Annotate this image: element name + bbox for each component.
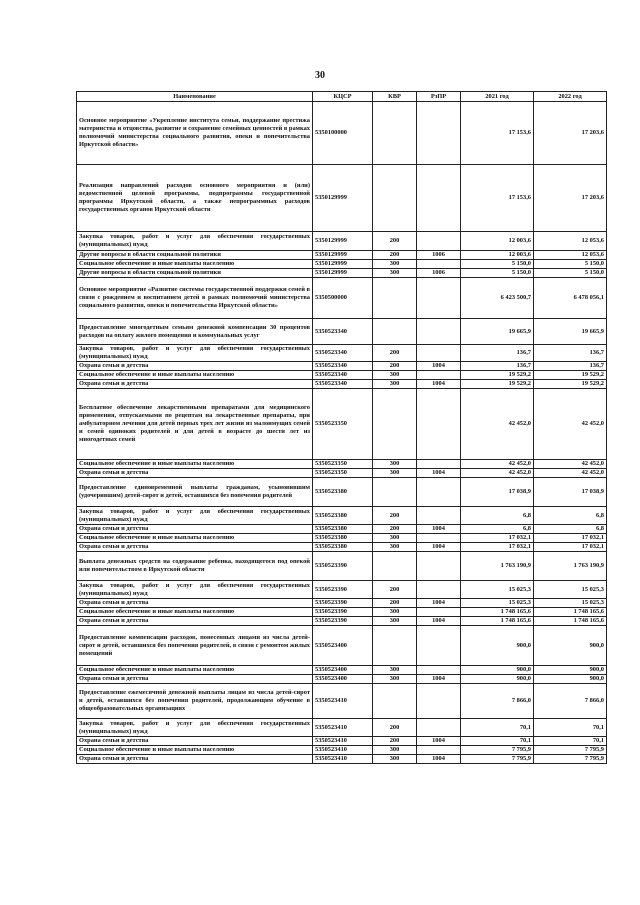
cell-rzpr: 1004 (417, 380, 461, 389)
cell-2021: 7 866,0 (461, 684, 534, 719)
cell-2021: 12 003,6 (461, 232, 534, 251)
cell-2022: 1 748 165,6 (534, 608, 607, 617)
cell-rzpr (417, 719, 461, 737)
cell-2022: 6,8 (534, 507, 607, 525)
cell-kvr: 300 (373, 755, 417, 764)
cell-2022: 12 053,6 (534, 232, 607, 251)
cell-name: Охрана семьи и детства (77, 362, 313, 371)
cell-2022: 5 150,0 (534, 269, 607, 278)
cell-kcsr: 5350523380 (313, 507, 373, 525)
cell-kcsr: 5350129999 (313, 165, 373, 232)
cell-rzpr: 1004 (417, 675, 461, 684)
cell-name: Предоставление единовременной выплаты гражданам, усыновившим (удочерившим) детей-сирот и детей, оставшихся без попечения родителей (77, 478, 313, 507)
cell-kcsr: 5350523410 (313, 719, 373, 737)
cell-kcsr: 5350523340 (313, 362, 373, 371)
cell-rzpr (417, 534, 461, 543)
cell-2021: 6,8 (461, 525, 534, 534)
cell-kcsr: 5350523350 (313, 389, 373, 460)
cell-2021: 42 452,0 (461, 469, 534, 478)
cell-2022: 7 866,0 (534, 684, 607, 719)
header-2022: 2022 год (534, 92, 607, 102)
cell-kvr: 300 (373, 534, 417, 543)
table-row (77, 507, 607, 525)
cell-rzpr (417, 552, 461, 581)
table-row (77, 534, 607, 543)
cell-2021: 6 423 500,7 (461, 278, 534, 319)
cell-kvr (373, 165, 417, 232)
cell-kvr: 200 (373, 507, 417, 525)
table-row (77, 737, 607, 746)
cell-name: Бесплатное обеспечение лекарственными препаратами для медицинского применения, отпускаемыми по рецептам на лекарственные препараты, при амбулаторном лечении для детей первых трех лет жизни из малоимущих семей и семей одиноких родителей и для детей в возрасте до шести лет из многодетных семей (77, 389, 313, 460)
cell-kcsr: 5350523340 (313, 371, 373, 380)
cell-2021: 7 795,9 (461, 755, 534, 764)
cell-kcsr: 5350129999 (313, 251, 373, 260)
cell-kcsr: 5350523400 (313, 626, 373, 666)
cell-kvr: 300 (373, 269, 417, 278)
table-row (77, 666, 607, 675)
cell-2022: 7 795,9 (534, 755, 607, 764)
cell-rzpr: 1006 (417, 251, 461, 260)
cell-kvr (373, 278, 417, 319)
cell-kcsr: 5350523350 (313, 460, 373, 469)
cell-kcsr: 5350523390 (313, 608, 373, 617)
cell-2022: 1 748 165,6 (534, 617, 607, 626)
table-row (77, 599, 607, 608)
table-row (77, 362, 607, 371)
table-row (77, 581, 607, 599)
cell-kvr: 200 (373, 345, 417, 362)
cell-2021: 1 748 165,6 (461, 617, 534, 626)
cell-kcsr: 5350500000 (313, 278, 373, 319)
cell-2021: 7 795,9 (461, 746, 534, 755)
cell-kcsr: 5350100000 (313, 102, 373, 165)
cell-name: Социальное обеспечение и иные выплаты населению (77, 746, 313, 755)
header-2021: 2021 год (461, 92, 534, 102)
cell-kvr: 300 (373, 608, 417, 617)
cell-kvr: 200 (373, 719, 417, 737)
cell-rzpr (417, 319, 461, 345)
cell-kvr: 300 (373, 371, 417, 380)
table-row (77, 165, 607, 232)
cell-kvr: 300 (373, 260, 417, 269)
cell-kcsr: 5350523340 (313, 345, 373, 362)
cell-rzpr: 1004 (417, 469, 461, 478)
cell-name: Охрана семьи и детства (77, 599, 313, 608)
cell-2021: 19 529,2 (461, 380, 534, 389)
table-row (77, 608, 607, 617)
cell-kcsr: 5350523410 (313, 755, 373, 764)
cell-kvr: 200 (373, 362, 417, 371)
cell-2022: 6,8 (534, 525, 607, 534)
cell-rzpr (417, 666, 461, 675)
cell-kvr (373, 478, 417, 507)
cell-kcsr: 5350523410 (313, 684, 373, 719)
cell-2022: 17 203,6 (534, 102, 607, 165)
cell-rzpr: 1004 (417, 599, 461, 608)
cell-name: Социальное обеспечение и иные выплаты населению (77, 666, 313, 675)
cell-2021: 17 032,1 (461, 543, 534, 552)
cell-rzpr (417, 626, 461, 666)
cell-2022: 17 203,6 (534, 165, 607, 232)
table-row (77, 102, 607, 165)
cell-rzpr (417, 371, 461, 380)
cell-2021: 19 665,9 (461, 319, 534, 345)
cell-2022: 136,7 (534, 362, 607, 371)
cell-kvr: 300 (373, 543, 417, 552)
cell-name: Предоставление многодетным семьям денежной компенсации 30 процентов расходов на оплату жилого помещения и коммунальных услуг (77, 319, 313, 345)
cell-name: Закупка товаров, работ и услуг для обеспечения государственных (муниципальных) нужд (77, 345, 313, 362)
cell-name: Социальное обеспечение и иные выплаты населению (77, 260, 313, 269)
table-row (77, 525, 607, 534)
cell-name: Охрана семьи и детства (77, 525, 313, 534)
cell-2022: 19 529,2 (534, 380, 607, 389)
cell-rzpr (417, 460, 461, 469)
cell-kvr: 300 (373, 380, 417, 389)
cell-rzpr: 1004 (417, 737, 461, 746)
cell-name: Основное мероприятие «Укрепление института семьи, поддержание престижа материнства и отцовства, развитие и сохранение семейных ценностей в рамках полномочий министерства социального развития, опеки и попечительства Иркутской области» (77, 102, 313, 165)
cell-2021: 17 038,9 (461, 478, 534, 507)
cell-2021: 70,1 (461, 719, 534, 737)
cell-rzpr: 1004 (417, 617, 461, 626)
table-row (77, 617, 607, 626)
cell-kvr: 300 (373, 460, 417, 469)
cell-rzpr (417, 507, 461, 525)
cell-kvr (373, 319, 417, 345)
table-row (77, 389, 607, 460)
cell-rzpr (417, 260, 461, 269)
cell-name: Предоставление компенсации расходов, понесенных лицами из числа детей-сирот и детей, оставшихся без попечения родителей, в связи с ремонтом жилых помещений (77, 626, 313, 666)
cell-name: Закупка товаров, работ и услуг для обеспечения государственных (муниципальных) нужд (77, 581, 313, 599)
cell-kvr: 300 (373, 666, 417, 675)
table-row (77, 380, 607, 389)
cell-2021: 136,7 (461, 345, 534, 362)
cell-kcsr: 5350523380 (313, 525, 373, 534)
cell-2022: 136,7 (534, 345, 607, 362)
header-rzpr: РзПР (417, 92, 461, 102)
cell-name: Социальное обеспечение и иные выплаты населению (77, 608, 313, 617)
cell-2021: 5 150,0 (461, 269, 534, 278)
cell-2021: 136,7 (461, 362, 534, 371)
cell-name: Закупка товаров, работ и услуг для обеспечения государственных (муниципальных) нужд (77, 232, 313, 251)
cell-kcsr: 5350129999 (313, 260, 373, 269)
cell-kvr: 200 (373, 251, 417, 260)
cell-kvr: 300 (373, 469, 417, 478)
cell-2022: 6 478 056,1 (534, 278, 607, 319)
cell-kvr (373, 102, 417, 165)
cell-rzpr: 1004 (417, 362, 461, 371)
cell-kcsr: 5350523410 (313, 746, 373, 755)
cell-kvr: 300 (373, 746, 417, 755)
table-row (77, 719, 607, 737)
cell-kcsr: 5350523380 (313, 478, 373, 507)
cell-kvr: 200 (373, 581, 417, 599)
cell-name: Предоставление ежемесячной денежной выплаты лицам из числа детей-сирот и детей, оставшихся без попечения родителей, продолжающим обучение в общеобразовательных организациях (77, 684, 313, 719)
table-row (77, 543, 607, 552)
cell-rzpr (417, 608, 461, 617)
cell-name: Социальное обеспечение и иные выплаты населению (77, 371, 313, 380)
table-row (77, 260, 607, 269)
cell-kcsr: 5350523400 (313, 675, 373, 684)
cell-kvr: 200 (373, 737, 417, 746)
cell-name: Охрана семьи и детства (77, 737, 313, 746)
cell-2022: 900,0 (534, 666, 607, 675)
cell-rzpr (417, 746, 461, 755)
cell-2021: 5 150,0 (461, 260, 534, 269)
cell-2022: 900,0 (534, 626, 607, 666)
cell-rzpr: 1004 (417, 755, 461, 764)
cell-kcsr: 5350523380 (313, 534, 373, 543)
cell-2021: 900,0 (461, 675, 534, 684)
cell-name: Социальное обеспечение и иные выплаты населению (77, 534, 313, 543)
table-row (77, 755, 607, 764)
cell-kcsr: 5350129999 (313, 269, 373, 278)
cell-2021: 12 003,6 (461, 251, 534, 260)
cell-2021: 15 025,3 (461, 599, 534, 608)
cell-2021: 1 748 165,6 (461, 608, 534, 617)
cell-2022: 42 452,0 (534, 389, 607, 460)
cell-rzpr (417, 684, 461, 719)
cell-kvr (373, 389, 417, 460)
table-row (77, 251, 607, 260)
table-row (77, 269, 607, 278)
cell-2022: 19 529,2 (534, 371, 607, 380)
cell-kvr: 200 (373, 232, 417, 251)
cell-2021: 15 025,3 (461, 581, 534, 599)
cell-rzpr: 1004 (417, 525, 461, 534)
cell-kcsr: 5350523380 (313, 543, 373, 552)
cell-rzpr (417, 232, 461, 251)
cell-rzpr: 1004 (417, 543, 461, 552)
table-body (77, 102, 607, 764)
cell-rzpr (417, 478, 461, 507)
table-row (77, 278, 607, 319)
cell-2021: 17 153,6 (461, 102, 534, 165)
cell-kcsr: 5350523390 (313, 599, 373, 608)
table-row (77, 478, 607, 507)
cell-2021: 17 032,1 (461, 534, 534, 543)
table-row (77, 675, 607, 684)
cell-kvr (373, 684, 417, 719)
cell-name: Социальное обеспечение и иные выплаты населению (77, 460, 313, 469)
cell-name: Охрана семьи и детства (77, 675, 313, 684)
table-row (77, 746, 607, 755)
table-row (77, 684, 607, 719)
table-row (77, 460, 607, 469)
cell-kvr (373, 552, 417, 581)
cell-kcsr: 5350523340 (313, 319, 373, 345)
cell-2022: 17 032,1 (534, 543, 607, 552)
cell-rzpr: 1006 (417, 269, 461, 278)
page-number: 30 (315, 70, 325, 81)
table-row (77, 626, 607, 666)
cell-name: Охрана семьи и детства (77, 617, 313, 626)
cell-kvr: 200 (373, 599, 417, 608)
cell-kvr: 300 (373, 617, 417, 626)
cell-2022: 70,1 (534, 719, 607, 737)
cell-name: Реализация направлений расходов основного мероприятия и (или) ведомственной целевой программы, подпрограммы государственной программы Иркутской области, а также непрограммных расходов государственных органов Иркутской области (77, 165, 313, 232)
cell-rzpr (417, 389, 461, 460)
cell-kcsr: 5350523390 (313, 581, 373, 599)
cell-kcsr: 5350523400 (313, 666, 373, 675)
table-row (77, 232, 607, 251)
budget-table (76, 91, 607, 764)
table-row (77, 552, 607, 581)
cell-rzpr (417, 581, 461, 599)
cell-2022: 17 038,9 (534, 478, 607, 507)
cell-2021: 17 153,6 (461, 165, 534, 232)
cell-2021: 6,8 (461, 507, 534, 525)
cell-2022: 42 452,0 (534, 460, 607, 469)
cell-name: Охрана семьи и детства (77, 380, 313, 389)
cell-kcsr: 5350523390 (313, 552, 373, 581)
cell-2022: 7 795,9 (534, 746, 607, 755)
cell-2022: 15 025,3 (534, 599, 607, 608)
cell-kcsr: 5350523340 (313, 380, 373, 389)
cell-rzpr (417, 165, 461, 232)
cell-name: Охрана семьи и детства (77, 755, 313, 764)
cell-rzpr (417, 102, 461, 165)
cell-2022: 900,0 (534, 675, 607, 684)
cell-2022: 42 452,0 (534, 469, 607, 478)
cell-kcsr: 5350523390 (313, 617, 373, 626)
header-name: Наименование (77, 92, 313, 102)
cell-2021: 42 452,0 (461, 389, 534, 460)
cell-2021: 19 529,2 (461, 371, 534, 380)
cell-name: Другие вопросы в области социальной политики (77, 251, 313, 260)
cell-rzpr (417, 278, 461, 319)
cell-kcsr: 5350129999 (313, 232, 373, 251)
cell-2022: 1 763 190,9 (534, 552, 607, 581)
cell-2021: 1 763 190,9 (461, 552, 534, 581)
cell-name: Выплата денежных средств на содержание ребенка, находящегося под опекой или попечительством в Иркутской области (77, 552, 313, 581)
cell-name: Другие вопросы в области социальной политики (77, 269, 313, 278)
cell-name: Закупка товаров, работ и услуг для обеспечения государственных (муниципальных) нужд (77, 719, 313, 737)
cell-2021: 900,0 (461, 666, 534, 675)
cell-name: Охрана семьи и детства (77, 469, 313, 478)
cell-kvr (373, 626, 417, 666)
table-header-row (77, 92, 607, 102)
header-kvr: КВР (373, 92, 417, 102)
table-row (77, 319, 607, 345)
cell-kvr: 300 (373, 675, 417, 684)
cell-kvr: 200 (373, 525, 417, 534)
header-kcsr: КЦСР (313, 92, 373, 102)
cell-kcsr: 5350523350 (313, 469, 373, 478)
cell-2022: 5 150,0 (534, 260, 607, 269)
cell-name: Закупка товаров, работ и услуг для обеспечения государственных (муниципальных) нужд (77, 507, 313, 525)
table-row (77, 469, 607, 478)
cell-name: Охрана семьи и детства (77, 543, 313, 552)
cell-2021: 42 452,0 (461, 460, 534, 469)
cell-2021: 900,0 (461, 626, 534, 666)
cell-2022: 19 665,9 (534, 319, 607, 345)
cell-2022: 17 032,1 (534, 534, 607, 543)
table-row (77, 371, 607, 380)
cell-2022: 12 053,6 (534, 251, 607, 260)
cell-rzpr (417, 345, 461, 362)
cell-name: Основное мероприятие «Развитие системы государственной поддержки семей в связи с рождением и воспитанием детей в рамках полномочий министерства социального развития, опеки и попечительства Иркутской области» (77, 278, 313, 319)
cell-kcsr: 5350523410 (313, 737, 373, 746)
cell-2022: 70,1 (534, 737, 607, 746)
cell-2022: 15 025,3 (534, 581, 607, 599)
cell-2021: 70,1 (461, 737, 534, 746)
table-row (77, 345, 607, 362)
